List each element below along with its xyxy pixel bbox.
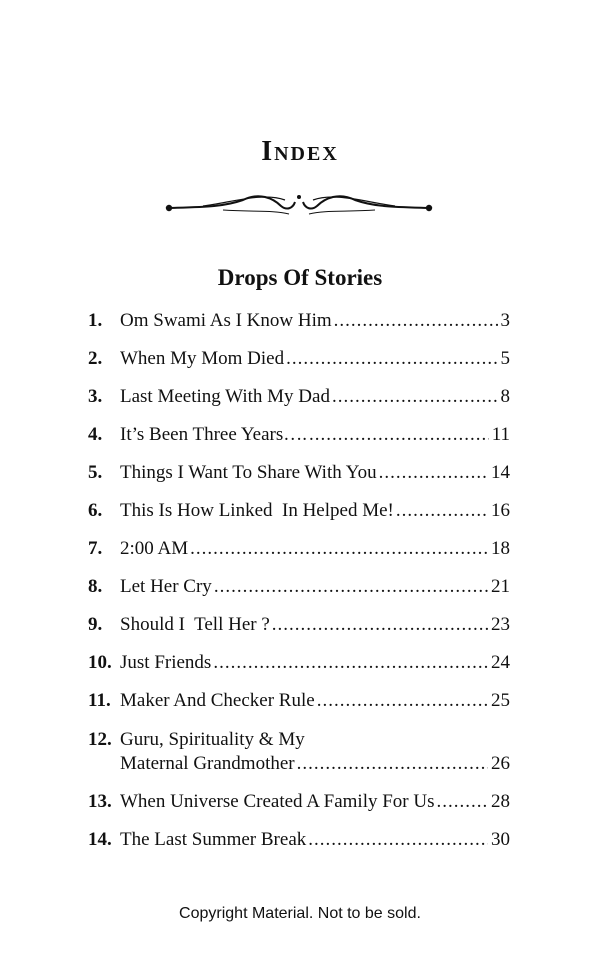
entry-page: 5: [500, 348, 510, 369]
entry-title: This Is How Linked In Helped Me!: [120, 500, 394, 521]
entry-number: 10.: [88, 652, 112, 673]
toc-entry: [88, 423, 510, 447]
entry-number: 6.: [88, 500, 103, 521]
entry-title: Should I Tell Her ?: [120, 614, 270, 635]
toc-entry: [88, 347, 510, 371]
toc-entry: [88, 689, 510, 713]
entry-title: Last Meeting With My Dad: [120, 386, 330, 407]
toc-entry: [88, 728, 510, 776]
entry-title: When My Mom Died: [120, 348, 285, 369]
entry-number: 2.: [88, 348, 103, 369]
dot-leader: [272, 613, 488, 637]
dot-leader: [317, 689, 488, 713]
entry-page: 25: [491, 690, 510, 711]
dot-leader: [297, 752, 488, 776]
entry-page: 26: [491, 753, 510, 774]
toc-entry: [88, 828, 510, 852]
copyright-notice: Copyright Material. Not to be sold.: [179, 905, 421, 922]
dot-leader: [396, 499, 488, 523]
entry-number: 4.: [88, 424, 103, 445]
dot-leader: [308, 828, 488, 852]
entry-title: The Last Summer Break: [120, 829, 307, 850]
entry-page: 21: [491, 576, 510, 597]
toc-entry: [88, 309, 510, 333]
toc-entry: [88, 575, 510, 599]
entry-title-line1: Guru, Spirituality & My: [120, 729, 305, 750]
entry-page: 30: [491, 829, 510, 850]
dot-leader: [213, 651, 488, 675]
toc-entry: [88, 499, 510, 523]
toc-entry: [88, 385, 510, 409]
toc-entry: [88, 790, 510, 814]
entry-title: 2:00 AM: [120, 538, 189, 559]
entry-page: 14: [491, 462, 510, 483]
dot-leader: [437, 790, 488, 814]
dot-leader: [332, 385, 498, 409]
entry-page: 8: [500, 386, 510, 407]
entry-page: 18: [491, 538, 510, 559]
entry-number: 14.: [88, 829, 112, 850]
entry-page: 24: [491, 652, 510, 673]
entry-number: 11.: [88, 690, 111, 711]
entry-page: 16: [491, 500, 510, 521]
entry-number: 12.: [88, 729, 112, 750]
toc-entry: [88, 613, 510, 637]
entry-title: Let Her Cry: [120, 576, 212, 597]
entry-title: It’s Been Three Years….: [120, 424, 307, 445]
dot-leader: [190, 537, 488, 561]
ornament-divider-icon: [163, 186, 435, 222]
entry-page: 11: [491, 424, 510, 445]
page-title: Index: [261, 136, 339, 167]
entry-title: Just Friends: [120, 652, 212, 673]
dot-leader: [214, 575, 488, 599]
entry-title: When Universe Created A Family For Us: [120, 791, 435, 812]
entry-number: 1.: [88, 310, 103, 331]
toc-entry: [88, 461, 510, 485]
toc-entry: [88, 537, 510, 561]
entry-page: 28: [491, 791, 510, 812]
entry-number: 8.: [88, 576, 103, 597]
section-heading: Drops Of Stories: [217, 265, 383, 290]
entry-number: 7.: [88, 538, 103, 559]
entry-page: 23: [491, 614, 510, 635]
entry-title: Om Swami As I Know Him: [120, 310, 332, 331]
entry-number: 5.: [88, 462, 103, 483]
entry-number: 3.: [88, 386, 103, 407]
toc-entry: [88, 651, 510, 675]
entry-number: 9.: [88, 614, 103, 635]
entry-number: 13.: [88, 791, 112, 812]
dot-leader: [379, 461, 488, 485]
dot-leader: [334, 309, 498, 333]
entry-title: Maternal Grandmother: [120, 753, 295, 774]
dot-leader: [286, 347, 497, 371]
entry-title: Things I Want To Share With You: [120, 462, 377, 483]
entry-page: 3: [500, 310, 510, 331]
entry-title: Maker And Checker Rule: [120, 690, 315, 711]
dot-leader: [309, 423, 489, 447]
